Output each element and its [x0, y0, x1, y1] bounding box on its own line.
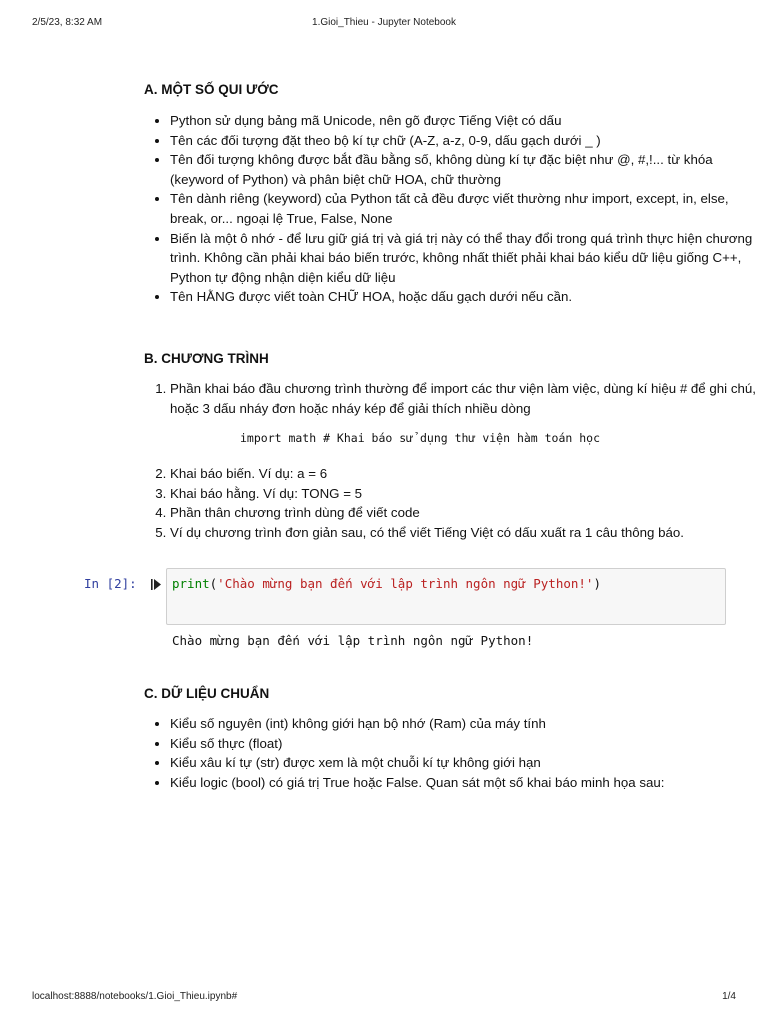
- list-item: • Biến là một ô nhớ - để lưu giữ giá trị và giá trị này có thể thay đổi trong quá trình thực hiện chương trình. Không cần phải khai báo biến trước, không nhất thiết phải khai báo kiểu dữ liệu giống C++, Python tự động nhận diện kiểu dữ liệu: [170, 229, 760, 288]
- list-item: 1. Phần khai báo đầu chương trình thường để import các thư viện làm việc, dùng kí hiệu # để ghi chú, hoặc 3 dấu nháy đơn hoặc nháy kép để giải thích nhiều dòng: [170, 379, 760, 418]
- list-item: • Kiểu xâu kí tự (str) được xem là một chuỗi kí tự không giới hạn: [170, 753, 760, 773]
- code-cell-output: Chào mừng bạn đến với lập trình ngôn ngữ Python!: [172, 633, 534, 648]
- code-string-token: 'Chào mừng bạn đến với lập trình ngôn ngữ Python!': [217, 576, 594, 591]
- section-b-list-1: [144, 379, 760, 418]
- code-cell-input[interactable]: [166, 568, 726, 625]
- list-item: • Python sử dụng bảng mã Unicode, nên gõ được Tiếng Việt có dấu: [170, 111, 760, 131]
- cell-prompt: In [2]:: [84, 576, 137, 591]
- list-item: • Tên HẰNG được viết toàn CHỮ HOA, hoặc dấu gạch dưới nếu cần.: [170, 287, 760, 307]
- list-item: • Tên dành riêng (keyword) của Python tất cả đều được viết thường như import, except, in, else, break, or... ngoại lệ True, False, None: [170, 189, 760, 228]
- code-paren-open: (: [209, 576, 218, 591]
- list-item: • Kiểu logic (bool) có giá trị True hoặc False. Quan sát một số khai báo minh họa sau:: [170, 773, 760, 793]
- section-c-heading: C. DỮ LIỆU CHUẨN: [144, 686, 270, 701]
- list-item: 5. Ví dụ chương trình đơn giản sau, có thể viết Tiếng Việt có dấu xuất ra 1 câu thông báo.: [170, 523, 760, 543]
- list-item: 4. Phần thân chương trình dùng để viết code: [170, 503, 760, 523]
- print-url: localhost:8888/notebooks/1.Gioi_Thieu.ipynb#: [32, 991, 238, 1002]
- run-cell-icon[interactable]: [150, 578, 162, 591]
- section-b-list-2: [144, 464, 760, 542]
- list-item: • Tên đối tượng không được bắt đầu bằng số, không dùng kí tự đặc biệt như @, #,!... từ khóa (keyword of Python) và phân biệt chữ HOA, chữ thường: [170, 150, 760, 189]
- list-item: 2. Khai báo biến. Ví dụ: a = 6: [170, 464, 760, 484]
- section-b-heading: B. CHƯƠNG TRÌNH: [144, 351, 269, 366]
- list-item: 3. Khai báo hằng. Ví dụ: TONG = 5: [170, 484, 760, 504]
- list-item: • Kiểu số thực (float): [170, 734, 760, 754]
- list-item: • Tên các đối tượng đặt theo bộ kí tự chữ (A-Z, a-z, 0-9, dấu gạch dưới _ ): [170, 131, 760, 151]
- print-title: 1.Gioi_Thieu - Jupyter Notebook: [312, 17, 456, 28]
- page-number: 1/4: [722, 991, 736, 1002]
- print-header: [32, 17, 736, 33]
- section-c-list: [144, 714, 760, 792]
- code-example: import math # Khai báo sử dụng thư viện hàm toán học: [240, 431, 601, 445]
- print-footer: [32, 991, 736, 1007]
- section-a-list: [144, 111, 760, 307]
- code-paren-close: ): [593, 576, 601, 591]
- print-datetime: 2/5/23, 8:32 AM: [32, 17, 103, 28]
- code-function-token: print: [172, 576, 210, 591]
- code-cell-source: [172, 576, 601, 591]
- list-item: • Kiểu số nguyên (int) không giới hạn bộ nhớ (Ram) của máy tính: [170, 714, 760, 734]
- section-a-heading: A. MỘT SỐ QUI ƯỚC: [144, 82, 279, 97]
